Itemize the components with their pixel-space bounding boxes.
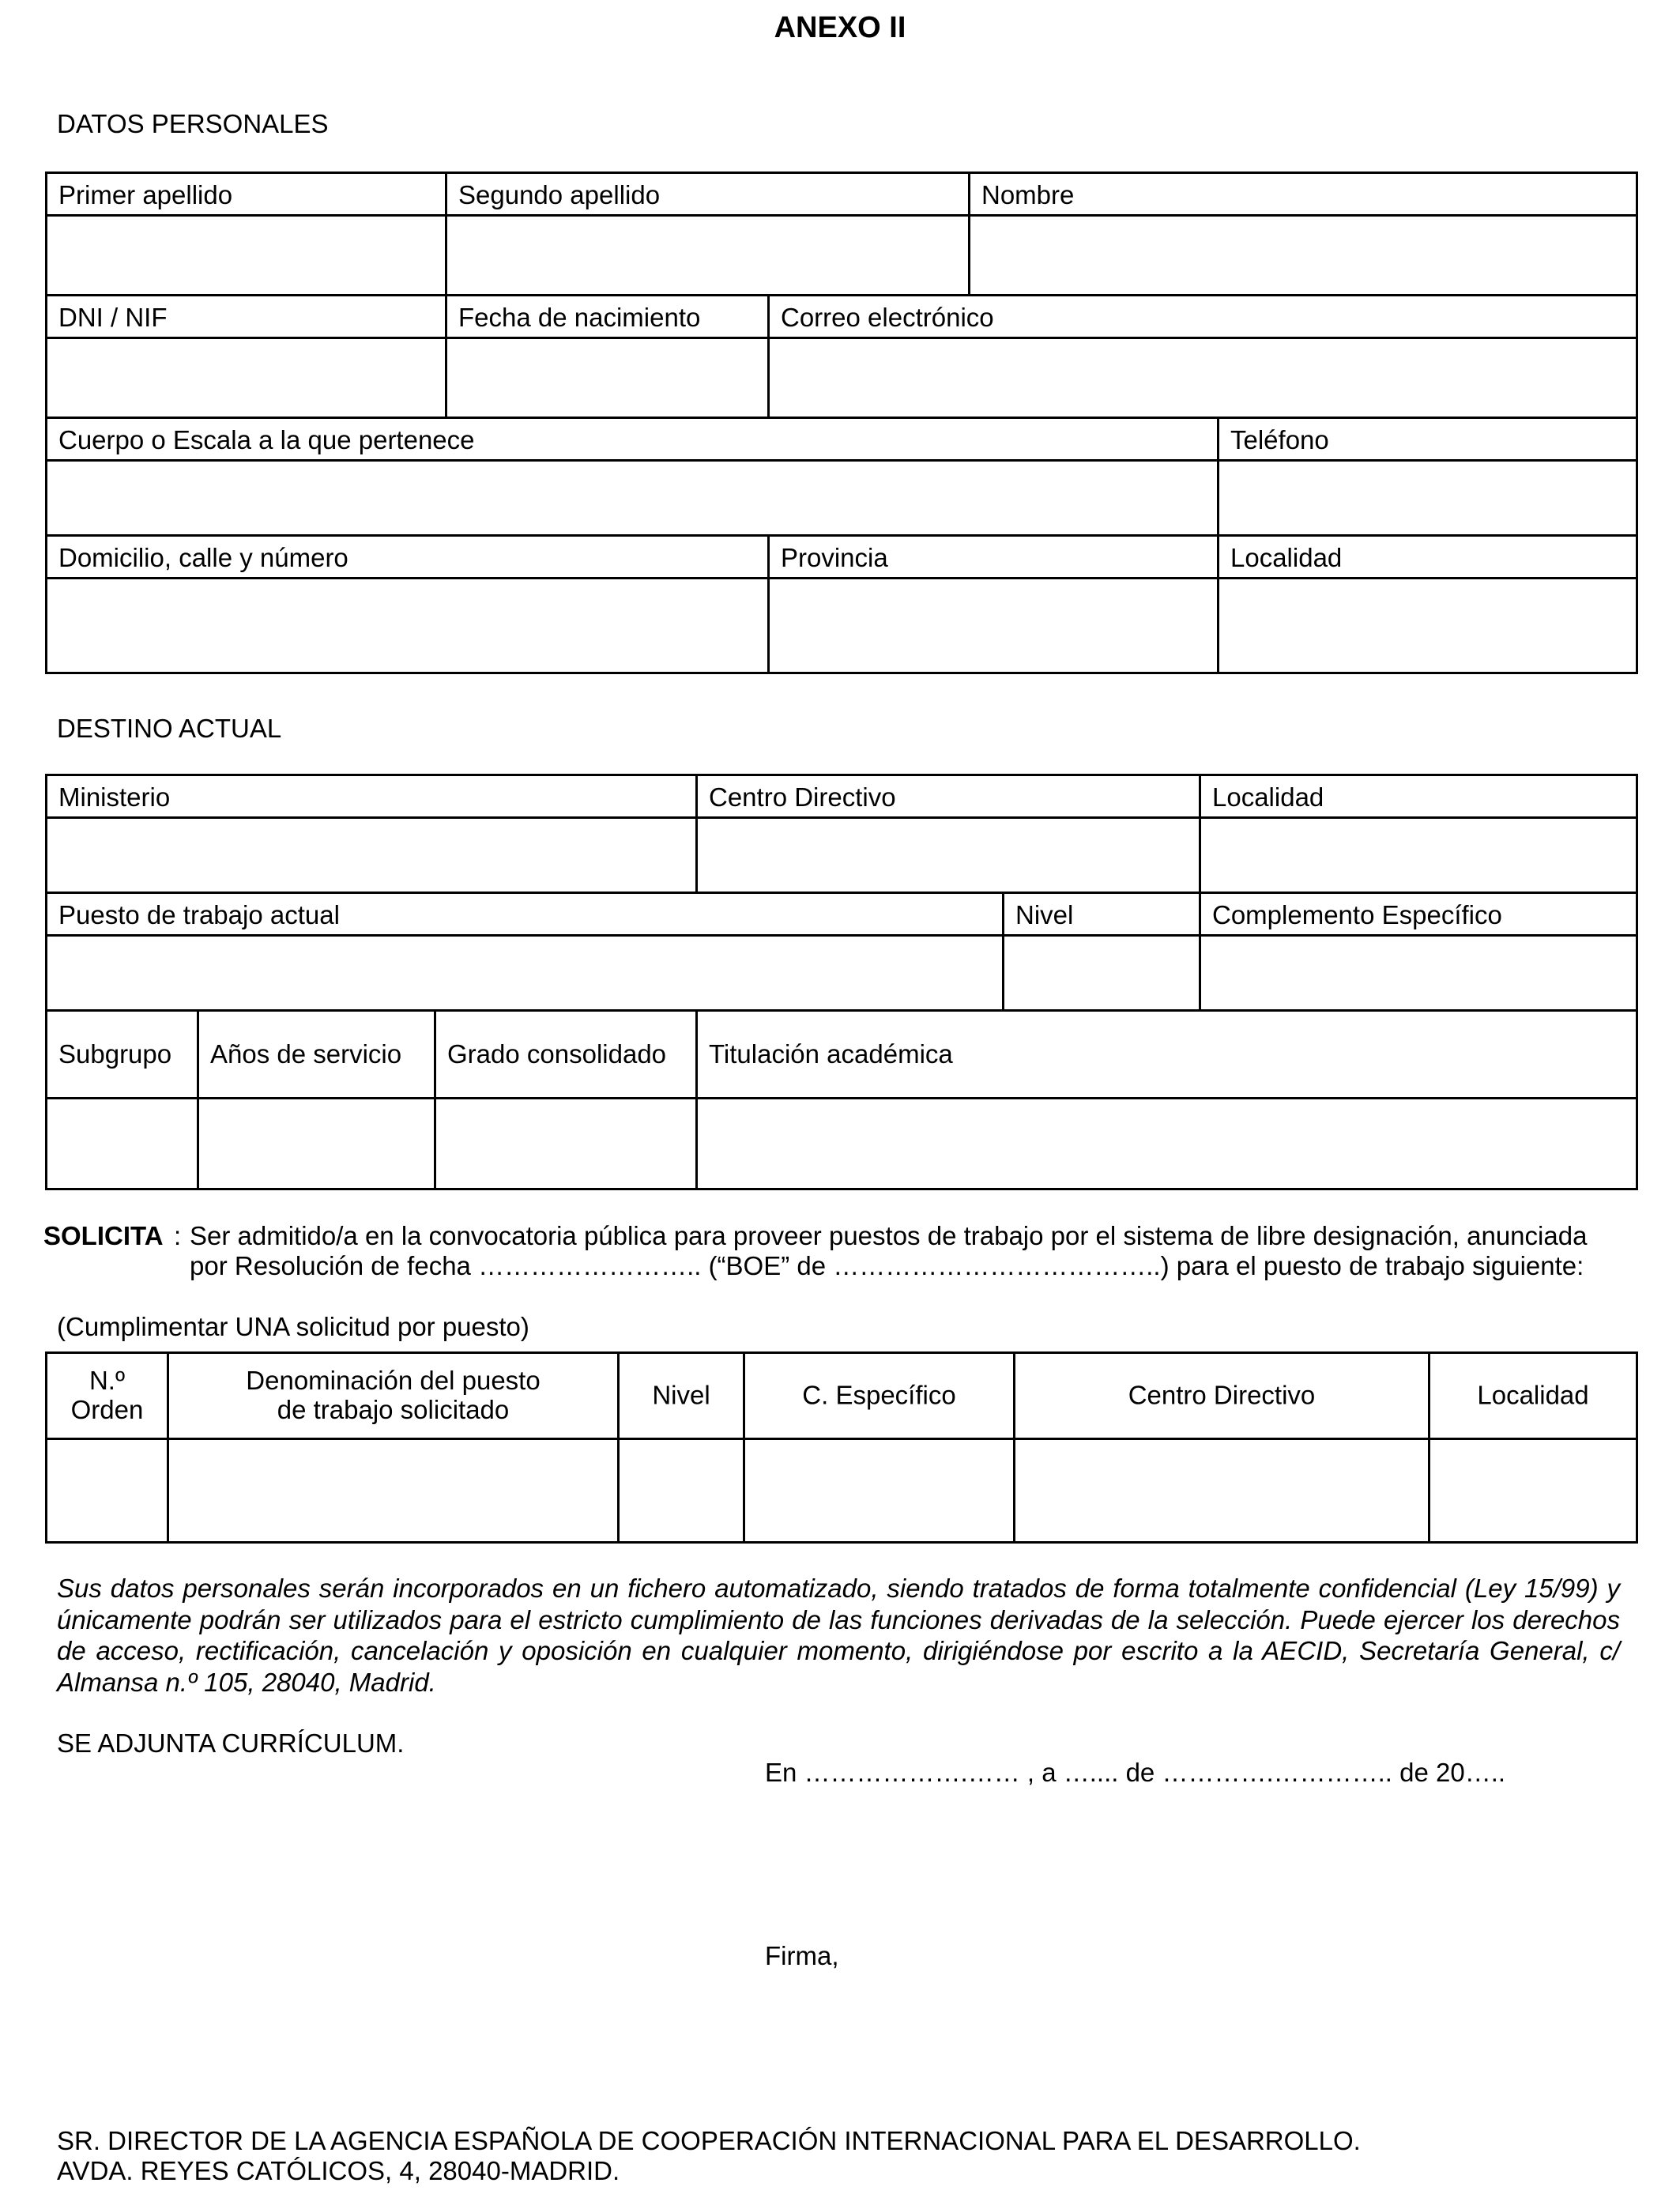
centro-header (1013, 1351, 1430, 1440)
firma-label: Firma, (765, 1941, 839, 1970)
titulacion-label-cell (695, 1009, 1638, 1099)
denominacion-header-line-1: Denominación del puesto (246, 1366, 541, 1396)
primer-apellido-label: Primer apellido (58, 180, 233, 209)
denominacion-header-line-2: de trabajo solicitado (277, 1395, 510, 1424)
fecha-nacimiento-field[interactable] (445, 337, 770, 419)
telefono-label-cell (1217, 417, 1638, 462)
destino-actual-table (45, 774, 1638, 1190)
solicita-line-2: por Resolución de fecha …………………….. (“BOE” de ………………………………..) para el puesto de trabajo siguiente: (190, 1251, 1584, 1280)
subgrupo-field[interactable] (45, 1097, 199, 1190)
localidad-field[interactable] (1217, 577, 1638, 674)
centro-header-label: Centro Directivo (1128, 1380, 1316, 1410)
cuerpo-label-cell (45, 417, 1219, 462)
centro-directivo-label: Centro Directivo (709, 782, 896, 812)
centro-solicitado-field[interactable] (1013, 1438, 1430, 1544)
domicilio-label: Domicilio, calle y número (58, 543, 348, 572)
nivel-header (617, 1351, 745, 1440)
page-title: ANEXO II (774, 11, 906, 44)
orden-header (45, 1351, 169, 1440)
solicita-colon: : (174, 1221, 182, 1250)
dni-label: DNI / NIF (58, 303, 168, 332)
primer-apellido-field[interactable] (45, 214, 447, 296)
privacy-notice: Sus datos personales serán incorporados en un fichero automatizado, siendo tratados de forma totalmente confidencial (Ley 15/99) y únicamente podrán ser utilizados para el estricto cumplimiento de las funciones derivadas de la selección. Puede ejercer los derechos de acceso, rectificación, cancelación y oposición en cualquier momento, dirigiéndose por escrito a la AECID, Secretaría General, c/ Almansa n.º 105, 28040, Madrid. (57, 1574, 1620, 1697)
subgrupo-label: Subgrupo (58, 1039, 172, 1069)
solicita-label: SOLICITA (43, 1221, 164, 1250)
orden-header-line-2: Orden (70, 1395, 144, 1424)
puesto-field[interactable] (45, 934, 1004, 1012)
especifico-header-label: C. Específico (802, 1380, 956, 1410)
provincia-field[interactable] (767, 577, 1219, 674)
anos-servicio-label: Años de servicio (210, 1039, 402, 1069)
centro-directivo-field[interactable] (695, 816, 1201, 894)
puesto-label: Puesto de trabajo actual (58, 900, 340, 929)
cuerpo-field[interactable] (45, 459, 1219, 537)
denominacion-field[interactable] (167, 1438, 620, 1544)
nombre-label: Nombre (981, 180, 1075, 209)
localidad-destino-label-cell (1199, 774, 1638, 819)
especifico-field[interactable] (743, 1438, 1015, 1544)
grado-field[interactable] (434, 1097, 698, 1190)
dni-label-cell (45, 294, 447, 339)
denominacion-header (167, 1351, 620, 1440)
localidad-destino-label: Localidad (1212, 782, 1324, 812)
fecha-nacimiento-label: Fecha de nacimiento (458, 303, 701, 332)
orden-field[interactable] (45, 1438, 169, 1544)
ministerio-label: Ministerio (58, 782, 171, 812)
nombre-field[interactable] (968, 214, 1638, 296)
provincia-label: Provincia (781, 543, 888, 572)
localidad-header (1428, 1351, 1638, 1440)
segundo-apellido-label: Segundo apellido (458, 180, 661, 209)
anos-servicio-field[interactable] (197, 1097, 436, 1190)
correo-field[interactable] (767, 337, 1638, 419)
segundo-apellido-field[interactable] (445, 214, 970, 296)
titulacion-label: Titulación académica (709, 1039, 953, 1069)
domicilio-label-cell (45, 534, 770, 579)
provincia-label-cell (767, 534, 1219, 579)
localidad-label-cell (1217, 534, 1638, 579)
localidad-label: Localidad (1230, 543, 1343, 572)
fecha-nacimiento-label-cell (445, 294, 770, 339)
datos-personales-table (45, 172, 1638, 682)
localidad-header-label: Localidad (1477, 1380, 1589, 1410)
domicilio-field[interactable] (45, 577, 770, 674)
dni-field[interactable] (45, 337, 447, 419)
puesto-label-cell (45, 892, 1004, 937)
puesto-solicitado-table (45, 1351, 1638, 1544)
especifico-header (743, 1351, 1015, 1440)
adjunta-curriculum: SE ADJUNTA CURRÍCULUM. (57, 1728, 405, 1758)
nivel-field[interactable] (1002, 934, 1201, 1012)
nivel-solicitado-field[interactable] (617, 1438, 745, 1544)
telefono-field[interactable] (1217, 459, 1638, 537)
datos-personales-heading: DATOS PERSONALES (57, 109, 329, 138)
orden-header-line-1: N.º (89, 1366, 126, 1396)
ministerio-field[interactable] (45, 816, 698, 894)
localidad-solicitada-field[interactable] (1428, 1438, 1638, 1544)
complemento-label: Complemento Específico (1212, 900, 1502, 929)
grado-label-cell (434, 1009, 698, 1099)
nivel-label: Nivel (1015, 900, 1074, 929)
correo-label-cell (767, 294, 1638, 339)
telefono-label: Teléfono (1230, 425, 1329, 454)
destinatario-line-1: SR. DIRECTOR DE LA AGENCIA ESPAÑOLA DE COOPERACIÓN INTERNACIONAL PARA EL DESARROLLO. (57, 2126, 1361, 2155)
subgrupo-label-cell (45, 1009, 199, 1099)
complemento-label-cell (1199, 892, 1638, 937)
correo-label: Correo electrónico (781, 303, 994, 332)
fecha-lugar-line: En ……………….…… , a ….... de ………….………….. de 20….. (765, 1758, 1506, 1787)
solicita-line-1: Ser admitido/a en la convocatoria pública para proveer puestos de trabajo por el sistema de libre designación, anunciada (190, 1221, 1588, 1250)
nivel-label-cell (1002, 892, 1201, 937)
centro-directivo-label-cell (695, 774, 1201, 819)
nombre-label-cell (968, 172, 1638, 217)
complemento-field[interactable] (1199, 934, 1638, 1012)
cumplimentar-note: (Cumplimentar UNA solicitud por puesto) (57, 1312, 529, 1341)
titulacion-field[interactable] (695, 1097, 1638, 1190)
segundo-apellido-label-cell (445, 172, 970, 217)
ministerio-label-cell (45, 774, 698, 819)
cuerpo-label: Cuerpo o Escala a la que pertenece (58, 425, 475, 454)
grado-label: Grado consolidado (447, 1039, 667, 1069)
primer-apellido-label-cell (45, 172, 447, 217)
destinatario-line-2: AVDA. REYES CATÓLICOS, 4, 28040-MADRID. (57, 2156, 620, 2185)
localidad-destino-field[interactable] (1199, 816, 1638, 894)
anos-servicio-label-cell (197, 1009, 436, 1099)
destino-actual-heading: DESTINO ACTUAL (57, 714, 282, 743)
nivel-header-label: Nivel (652, 1380, 710, 1410)
